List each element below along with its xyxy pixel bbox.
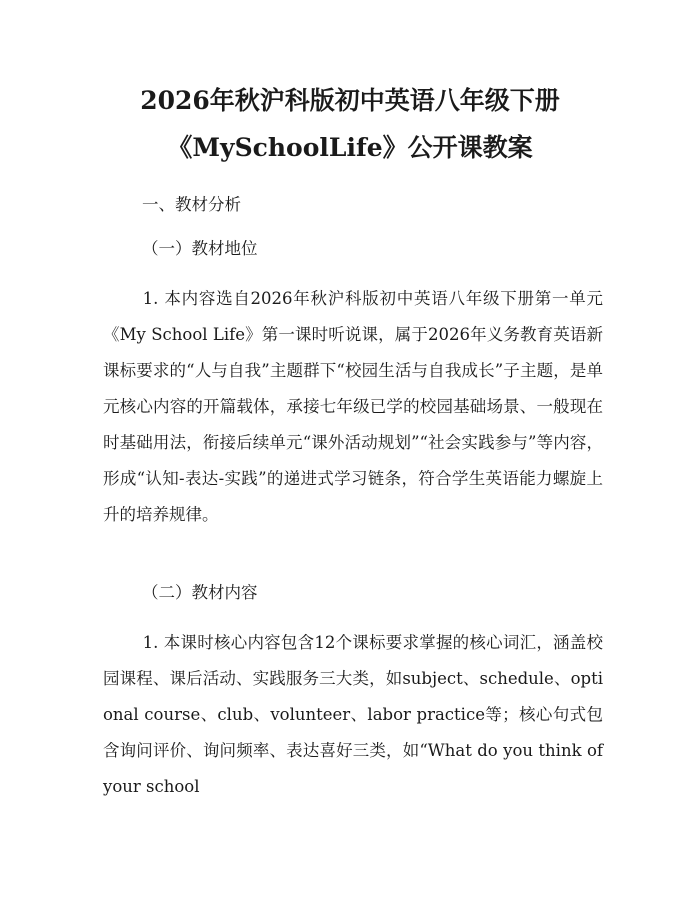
paragraph-textbook-content: 1. 本课时核心内容包含12个课标要求掌握的核心词汇，涵盖校园课程、课后活动、实践服务三大类，如subject、schedule、optional course、club、volunteer、labor practice等；核心句式包含询问评价、询问频率、表达喜好三类，如“What do you think of your school <box>103 633 603 796</box>
subsection-heading-textbook-position: （一）教材地位 <box>142 239 258 258</box>
document-title-line-1: 2026年秋沪科版初中英语八年级下册 <box>140 86 560 115</box>
document-title-line-2: 《MySchoolLife》公开课教案 <box>167 133 533 162</box>
paragraph-textbook-position: 1. 本内容选自2026年秋沪科版初中英语八年级下册第一单元《My School Life》第一课时听说课，属于2026年义务教育英语新课标要求的“人与自我”主题群下“校园生活与自我成长”子主题，是单元核心内容的开篇载体，承接七年级已学的校园基础场景、一般现在时基础用法，衔接后续单元“课外活动规划”“社会实践参与”等内容，形成“认知-表达-实践”的递进式学习链条，符合学生英语能力螺旋上升的培养规律。 <box>103 289 603 524</box>
section-heading-textbook-analysis: 一、教材分析 <box>142 195 241 214</box>
subsection-heading-textbook-content: （二）教材内容 <box>142 583 258 602</box>
